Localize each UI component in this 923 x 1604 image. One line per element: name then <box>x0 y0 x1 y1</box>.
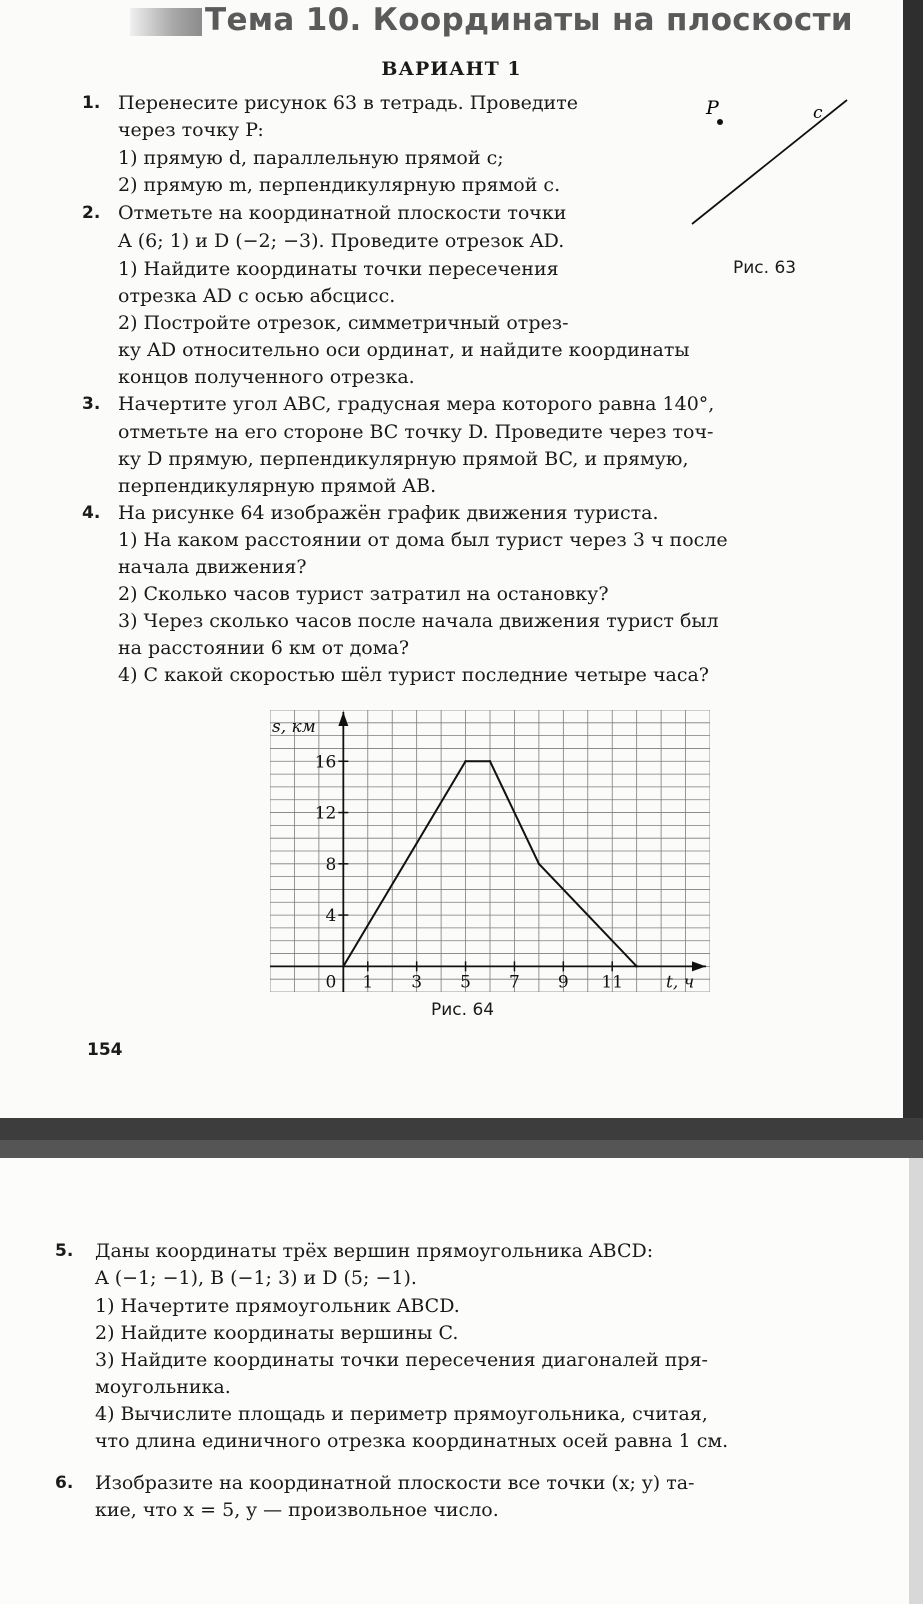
problem-4-line: 2) Сколько часов турист затратил на остановку? <box>118 583 609 605</box>
problem-2-line: 2) Постройте отрезок, симметричный отрез- <box>118 312 569 334</box>
title-decor-bar <box>130 8 202 36</box>
problem-3-line: отметьте на его стороне BC точку D. Проведите через точ- <box>118 421 714 443</box>
variant-heading: ВАРИАНТ 1 <box>381 58 522 80</box>
problem-4-line: 1) На каком расстоянии от дома был турист через 3 ч после <box>118 529 728 551</box>
problem-2-line: отрезка AD с осью абсцисс. <box>118 285 396 307</box>
problem-2-line: A (6; 1) и D (−2; −3). Проведите отрезок AD. <box>118 230 565 252</box>
problem-4-line: 3) Через сколько часов после начала движения турист был <box>118 610 719 632</box>
topic-title: Тема 10. Координаты на плоскости <box>205 2 853 38</box>
problem-3-number: 3. <box>82 394 101 414</box>
problem-2-line: ку AD относительно оси ординат, и найдите координаты <box>118 339 690 361</box>
point-p <box>717 119 723 125</box>
x-axis-label: t, ч <box>666 972 695 992</box>
problem-5-line: что длина единичного отрезка координатных осей равна 1 см. <box>95 1430 729 1452</box>
problem-6-line: кие, что x = 5, y — произвольное число. <box>95 1499 499 1521</box>
problem-1-line: Перенесите рисунок 63 в тетрадь. Проведите <box>118 92 578 114</box>
x-axis-arrow <box>692 961 706 971</box>
x-tick-label: 11 <box>601 972 624 992</box>
x-tick-label: 5 <box>460 972 471 992</box>
figure-63 <box>680 92 860 242</box>
problem-3-line: ку D прямую, перпендикулярную прямой BC, и прямую, <box>118 448 689 470</box>
data-point <box>635 965 637 967</box>
y-tick-label: 4 <box>325 906 337 927</box>
data-point <box>464 760 466 762</box>
problem-4-line: На рисунке 64 изображён график движения туриста. <box>118 502 659 524</box>
problem-6-number: 6. <box>55 1473 74 1493</box>
problem-5-line: 3) Найдите координаты точки пересечения диагоналей пря- <box>95 1349 708 1371</box>
x-tick-label: 7 <box>509 972 520 992</box>
data-point <box>342 965 344 967</box>
problem-4-line: 4) С какой скоростью шёл турист последние четыре часа? <box>118 664 709 686</box>
problem-5-line: моугольника. <box>95 1376 231 1398</box>
y-axis-label: s, км <box>272 717 316 737</box>
problem-3-line: Начертите угол ABC, градусная мера которого равна 140°, <box>118 393 715 415</box>
y-tick-label: 8 <box>325 854 337 875</box>
problem-5-line: 2) Найдите координаты вершины C. <box>95 1322 459 1344</box>
figure-64-caption: Рис. 64 <box>431 1000 495 1020</box>
figure-63-caption: Рис. 63 <box>733 258 797 278</box>
chart-axes <box>270 712 706 992</box>
problem-2-line: концов полученного отрезка. <box>118 366 415 388</box>
problem-1-line: через точку P: <box>118 119 264 141</box>
problem-5-line: 1) Начертите прямоугольник ABCD. <box>95 1295 460 1317</box>
problem-1-line: 2) прямую m, перпендикулярную прямой c. <box>118 174 561 196</box>
point-p-label: P <box>706 97 719 119</box>
problem-4-line: на расстоянии 6 км от дома? <box>118 637 410 659</box>
data-point <box>538 863 540 865</box>
y-tick-label: 12 <box>314 803 337 824</box>
page-number: 154 <box>87 1040 123 1060</box>
problem-1-number: 1. <box>82 93 101 113</box>
y-tick-label: 16 <box>314 752 337 773</box>
page-gap-shadow <box>0 1140 923 1158</box>
page-edge <box>909 1158 923 1604</box>
problem-6-line: Изобразите на координатной плоскости все точки (x; y) та- <box>95 1472 695 1494</box>
x-tick-label: 1 <box>362 972 374 992</box>
problem-2-line: Отметьте на координатной плоскости точки <box>118 202 567 224</box>
problem-4-number: 4. <box>82 503 101 523</box>
x-tick-label: 9 <box>557 972 569 992</box>
figure-64-chart <box>270 710 710 992</box>
origin-label: 0 <box>325 972 337 992</box>
problem-1-line: 1) прямую d, параллельную прямой c; <box>118 147 504 169</box>
problem-4-line: начала движения? <box>118 556 307 578</box>
y-axis-arrow <box>338 712 348 726</box>
page-edge <box>903 0 923 1130</box>
x-tick-label: 3 <box>411 972 423 992</box>
problem-5-number: 5. <box>55 1241 74 1261</box>
problem-5-line: A (−1; −1), B (−1; 3) и D (5; −1). <box>95 1267 417 1289</box>
line-c-label: c <box>813 103 823 123</box>
problem-2-number: 2. <box>82 203 101 223</box>
problem-2-line: 1) Найдите координаты точки пересечения <box>118 258 559 280</box>
problem-5-line: 4) Вычислите площадь и периметр прямоугольника, считая, <box>95 1403 708 1425</box>
problem-3-line: перпендикулярную прямой AB. <box>118 475 437 497</box>
problem-5-line: Даны координаты трёх вершин прямоугольника ABCD: <box>95 1240 654 1262</box>
data-point <box>489 760 491 762</box>
page-155 <box>0 1158 923 1604</box>
